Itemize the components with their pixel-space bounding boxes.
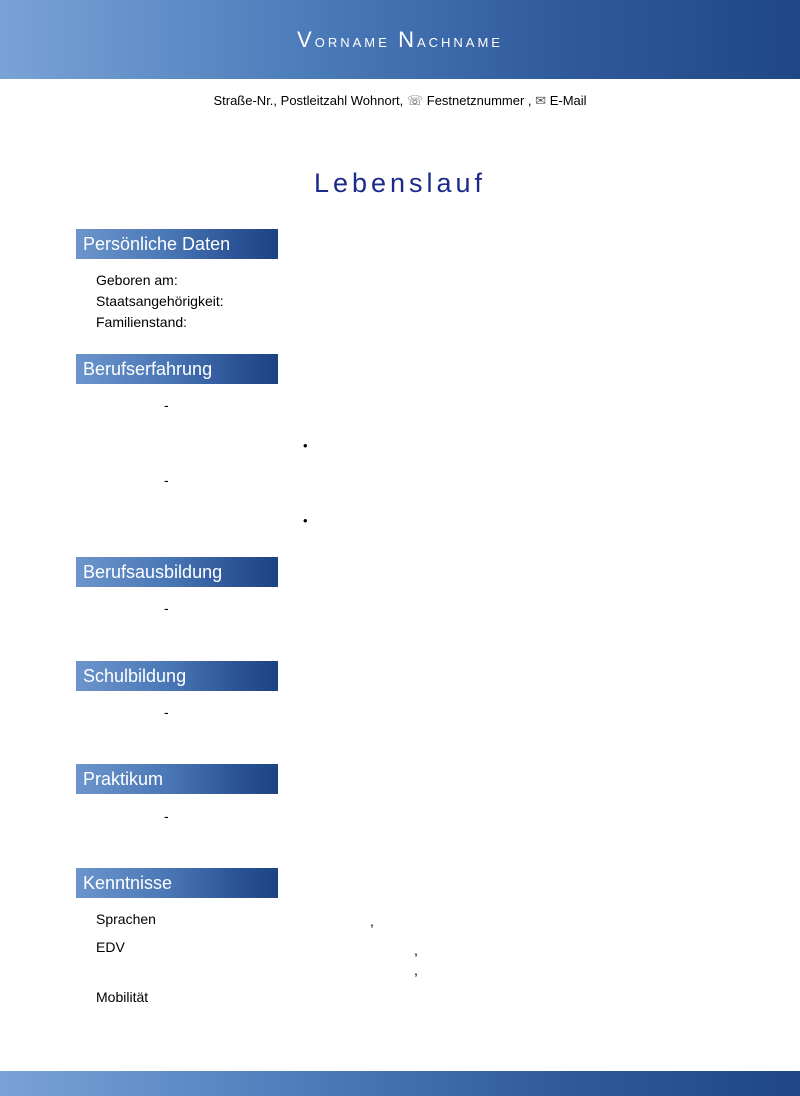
label-it-skills: EDV — [96, 939, 125, 955]
label-languages: Sprachen — [96, 911, 156, 927]
section-heading-internship: Praktikum — [76, 764, 278, 794]
email-text: E-Mail — [549, 93, 587, 108]
section-heading-personal: Persönliche Daten — [76, 229, 278, 259]
name-first-rest: orname — [314, 30, 390, 52]
experience-dash-2: - — [164, 472, 169, 488]
header-banner — [0, 0, 800, 79]
applicant-name — [297, 27, 503, 53]
contact-line — [0, 93, 800, 109]
phone-icon: ☏ — [406, 93, 424, 108]
address-text: Straße-Nr., Postleitzahl Wohnort, — [213, 93, 404, 108]
label-mobility: Mobilität — [96, 989, 149, 1005]
it-comma-2: , — [414, 962, 418, 978]
document-title: Lebenslauf — [313, 168, 487, 198]
name-first-initial: V — [297, 26, 315, 52]
internship-dash-1: - — [164, 808, 169, 824]
section-heading-school: Schulbildung — [76, 661, 278, 691]
it-comma-1: , — [414, 942, 418, 958]
footer-banner — [0, 1071, 800, 1096]
section-heading-training: Berufsausbildung — [76, 557, 278, 587]
name-last-rest: achname — [416, 30, 503, 52]
experience-dash-1: - — [164, 397, 169, 413]
training-dash-1: - — [164, 600, 169, 616]
email-icon: ✉ — [535, 93, 547, 108]
phone-text: Festnetznummer , — [426, 93, 532, 108]
school-dash-1: - — [164, 704, 169, 720]
section-heading-experience: Berufserfahrung — [76, 354, 278, 384]
label-born: Geboren am: — [96, 272, 178, 288]
experience-bullet-1: • — [303, 438, 308, 453]
languages-comma: , — [370, 913, 374, 929]
name-last-initial: N — [398, 26, 417, 52]
section-heading-skills: Kenntnisse — [76, 868, 278, 898]
label-marital-status: Familienstand: — [96, 314, 188, 330]
experience-bullet-2: • — [303, 513, 308, 528]
label-nationality: Staatsangehörigkeit: — [96, 293, 224, 309]
